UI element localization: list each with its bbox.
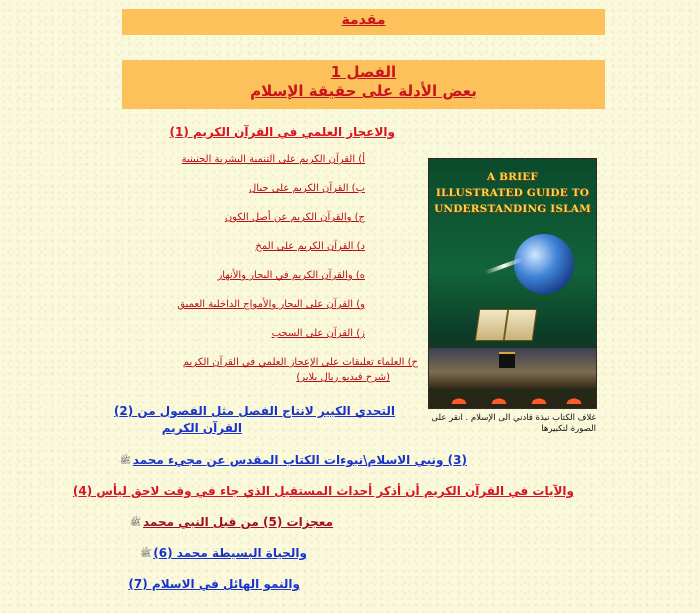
domes-illustration	[429, 386, 596, 404]
subsection-link-h[interactable]: ح) العلماء تعليقات على الإعجاز العلمي في القرآن الكريم	[182, 357, 418, 368]
section-link-6[interactable]	[138, 546, 307, 561]
section-3-label[interactable]: (3) ونبي الاسلام\نبوءات الكتاب المقدس عن مجيء محمد	[132, 453, 467, 467]
pbuh-icon: ﷺ	[140, 548, 152, 559]
subsection-link-f[interactable]: و) القرآن على البحار والأمواج الداخلية العميق	[177, 299, 365, 310]
intro-link[interactable]: مقدمة	[341, 12, 386, 28]
section-link-2-cont[interactable]: القرآن الكريم	[161, 421, 242, 435]
pbuh-icon: ﷺ	[130, 517, 141, 528]
subsection-link-h-video[interactable]: (شرح فيديو ريال بلاير)	[296, 372, 390, 383]
subsection-link-d[interactable]: د) القرآن الكريم على المخ	[255, 241, 365, 252]
subsection-link-e[interactable]: ه) والقرآن الكريم في البحار والأنهار	[217, 270, 365, 281]
subsection-link-g[interactable]: ز) القرآن على السحب	[271, 328, 365, 339]
section-link-2[interactable]: التحدي الكبير لانتاج الفصل مثل الفصول من (2)	[113, 404, 395, 418]
earth-illustration	[514, 234, 574, 294]
book-cover-title: A BRIEF ILLUSTRATED GUIDE TO UNDERSTANDING ISLAM	[434, 171, 591, 215]
subsection-link-c[interactable]: ج) والقرآن الكريم عن أصل الكون	[224, 212, 365, 223]
chapter-band	[122, 60, 605, 109]
chapter-subtitle[interactable]: بعض الأدلة على حقيقة الإسلام	[250, 82, 477, 100]
section-link-3[interactable]	[118, 453, 467, 468]
book-cover-caption: غلاف الكتاب نبذة قادني الى الإسلام . انقر على الصورة لتكبيرها	[431, 413, 596, 434]
section-6-label[interactable]: والحياة البسيطة محمد (6)	[153, 546, 307, 560]
section-link-4[interactable]: والآيات في القرآن الكريم أن أذكر أحداث المستقبل الذي جاء في وقت لاحق ليأس (4)	[72, 484, 574, 498]
book-cover-image[interactable]	[428, 158, 597, 409]
section-link-5[interactable]	[128, 515, 333, 530]
section-link-1[interactable]: والاعجاز العلمي في القرآن الكريم (1)	[169, 125, 395, 139]
quran-illustration	[475, 309, 537, 341]
subsection-link-b[interactable]: ب) القرآن الكريم على جبال	[249, 183, 365, 194]
section-5-label[interactable]: معجزات (5) من قبل النبي محمد	[142, 515, 333, 529]
kaaba-illustration	[499, 352, 515, 368]
intro-band	[122, 9, 605, 35]
section-link-7[interactable]: والنمو الهائل في الاسلام (7)	[128, 577, 300, 591]
chapter-title[interactable]: الفصل 1	[330, 63, 397, 81]
subsection-link-a[interactable]: أ) القرآن الكريم على التنمية البشرية الجنينية	[181, 154, 365, 165]
pbuh-icon: ﷺ	[119, 455, 131, 466]
